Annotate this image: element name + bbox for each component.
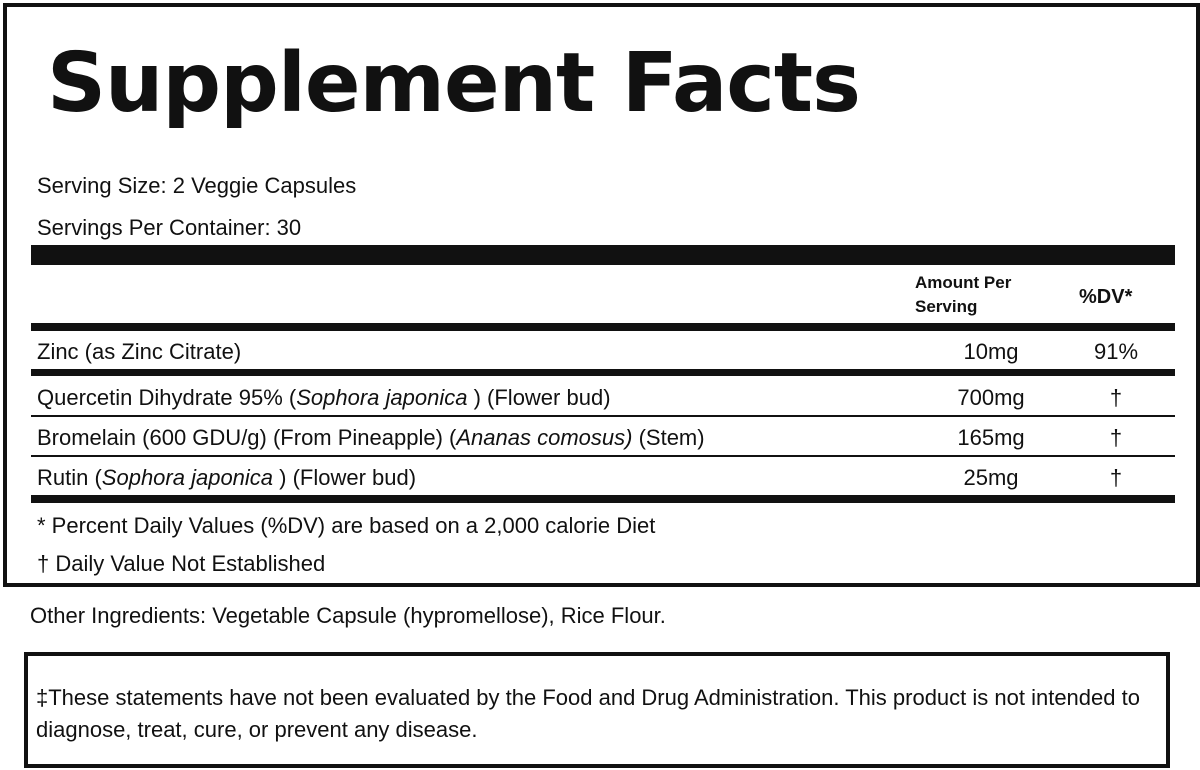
botanical-name: Ananas comosus) — [456, 425, 633, 450]
nutrient-name — [37, 467, 416, 489]
nutrient-name: Zinc (as Zinc Citrate) — [37, 339, 242, 364]
name-text: ) (Flower bud) — [467, 385, 611, 410]
row-divider — [31, 455, 1175, 457]
nutrient-row — [31, 419, 1175, 459]
name-text: (Stem) — [632, 425, 705, 450]
row-divider — [31, 415, 1175, 417]
panel-title: Supplement Facts — [47, 36, 860, 131]
nutrient-amount: 165mg — [957, 425, 1025, 450]
name-text: ) (Flower bud) — [273, 465, 417, 490]
botanical-name: Sophora japonica — [296, 385, 468, 410]
amount-header-line1: Amount Per — [915, 273, 1012, 292]
thick-divider — [31, 245, 1175, 265]
dv-header: %DV* — [1079, 286, 1133, 308]
name-text: Quercetin Dihydrate 95% ( — [37, 385, 297, 410]
other-ingredients: Other Ingredients: Vegetable Capsule (hypromellose), Rice Flour. — [30, 603, 666, 628]
nutrient-dv: † — [1109, 385, 1123, 410]
bottom-divider — [31, 495, 1175, 503]
nutrient-row — [31, 459, 1175, 499]
serving-size: Serving Size: 2 Veggie Capsules — [37, 173, 357, 198]
percent-dv-footnote: * Percent Daily Values (%DV) are based on a 2,000 calorie Diet — [37, 513, 656, 538]
header-divider — [31, 323, 1175, 331]
nutrient-amount: 700mg — [957, 385, 1025, 410]
dv-not-established-footnote: † Daily Value Not Established — [37, 551, 326, 576]
nutrient-dv: † — [1109, 465, 1123, 490]
nutrient-name — [37, 427, 705, 449]
nutrient-name — [37, 387, 611, 409]
nutrient-amount: 10mg — [963, 339, 1019, 364]
amount-header-line2: Serving — [915, 297, 978, 316]
nutrient-row — [31, 379, 1175, 419]
nutrient-dv: 91% — [1093, 339, 1139, 364]
fda-disclaimer-box — [24, 652, 1170, 768]
fda-disclaimer-text: ‡These statements have not been evaluated by the Food and Drug Administration. This product is not intended to diagnose, treat, cure, or prevent any disease. — [36, 685, 1140, 742]
nutrient-amount: 25mg — [963, 465, 1019, 490]
botanical-name: Sophora japonica — [101, 465, 274, 490]
nutrient-row — [31, 333, 1175, 373]
name-text: Bromelain (600 GDU/g) (From Pineapple) ( — [37, 425, 457, 450]
nutrient-dv: † — [1109, 425, 1123, 450]
servings-per-container: Servings Per Container: 30 — [37, 215, 302, 240]
row-divider-thick — [31, 369, 1175, 376]
amount-per-serving-header — [915, 271, 1045, 319]
supplement-facts-panel — [3, 3, 1200, 587]
name-text: Rutin ( — [37, 465, 102, 490]
